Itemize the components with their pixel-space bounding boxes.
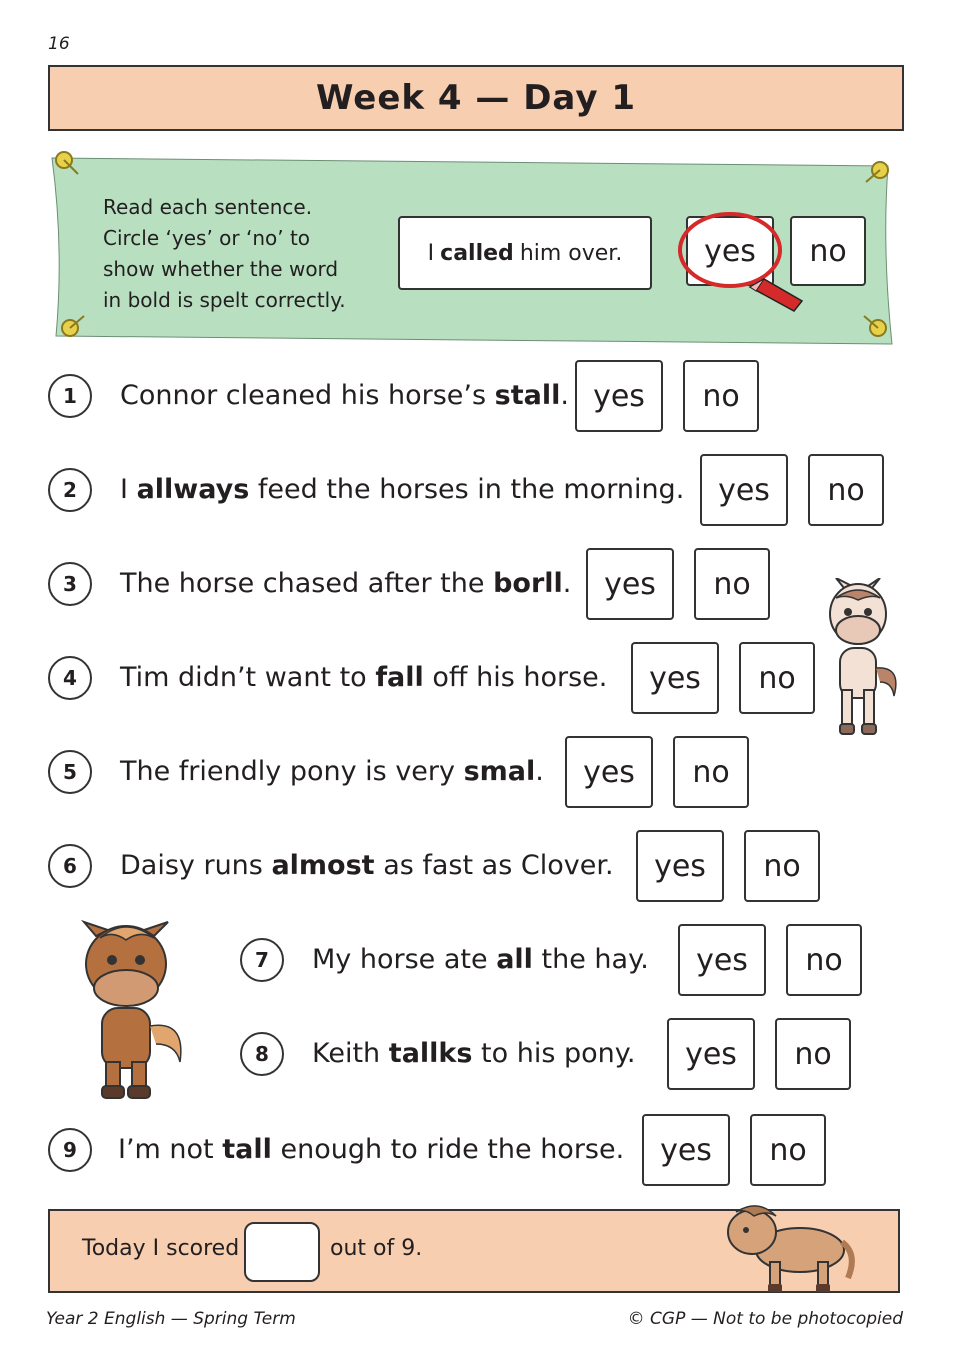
question-number: 5 bbox=[48, 750, 92, 794]
question-number: 1 bbox=[48, 374, 92, 418]
page-title: Week 4 — Day 1 bbox=[316, 78, 636, 118]
question-number: 6 bbox=[48, 844, 92, 888]
score-input-box[interactable] bbox=[244, 1222, 320, 1282]
footer-copyright: © CGP — Not to be photocopied bbox=[627, 1309, 903, 1329]
question-number: 3 bbox=[48, 562, 92, 606]
red-circle-mark bbox=[672, 205, 812, 315]
question-number: 8 bbox=[240, 1032, 284, 1076]
example-yes-box: yes bbox=[686, 216, 774, 286]
question-sentence: The friendly pony is very smal. bbox=[120, 756, 544, 787]
question-number: 4 bbox=[48, 656, 92, 700]
bold-word: smal bbox=[463, 756, 536, 787]
question-sentence: The horse chased after the borll. bbox=[120, 568, 572, 599]
bold-word: allways bbox=[136, 474, 250, 505]
bold-word: fall bbox=[375, 662, 424, 693]
bold-word: almost bbox=[271, 850, 375, 881]
bold-word: all bbox=[496, 944, 533, 975]
question-sentence: My horse ate all the hay. bbox=[312, 944, 649, 975]
question-sentence: I allways feed the horses in the morning. bbox=[120, 474, 685, 505]
page-number: 16 bbox=[48, 34, 70, 54]
no-option-box[interactable]: no bbox=[739, 642, 815, 714]
bold-word: tall bbox=[222, 1134, 272, 1165]
white-pony-illustration bbox=[822, 578, 904, 738]
no-option-box[interactable]: no bbox=[683, 360, 759, 432]
yes-option-box[interactable]: yes bbox=[700, 454, 788, 526]
title-banner bbox=[48, 65, 904, 131]
no-option-box[interactable]: no bbox=[808, 454, 884, 526]
yes-option-box[interactable]: yes bbox=[667, 1018, 755, 1090]
score-label-after: out of 9. bbox=[330, 1236, 423, 1261]
tan-pony-illustration bbox=[718, 1198, 858, 1294]
question-number: 7 bbox=[240, 938, 284, 982]
bold-word: tallks bbox=[388, 1038, 473, 1069]
bold-word: borll bbox=[493, 568, 563, 599]
question-number: 2 bbox=[48, 468, 92, 512]
bold-word: stall bbox=[494, 380, 561, 411]
yes-option-box[interactable]: yes bbox=[631, 642, 719, 714]
question-sentence: Daisy runs almost as fast as Clover. bbox=[120, 850, 614, 881]
question-sentence: Keith tallks to his pony. bbox=[312, 1038, 636, 1069]
question-sentence: Connor cleaned his horse’s stall. bbox=[120, 380, 569, 411]
no-option-box[interactable]: no bbox=[786, 924, 862, 996]
yes-option-box[interactable]: yes bbox=[575, 360, 663, 432]
red-crayon-icon bbox=[750, 279, 802, 311]
example-no-box: no bbox=[790, 216, 866, 286]
yes-option-box[interactable]: yes bbox=[565, 736, 653, 808]
yes-option-box[interactable]: yes bbox=[678, 924, 766, 996]
yes-option-box[interactable]: yes bbox=[586, 548, 674, 620]
question-sentence: Tim didn’t want to fall off his horse. bbox=[120, 662, 608, 693]
no-option-box[interactable]: no bbox=[694, 548, 770, 620]
question-sentence: I’m not tall enough to ride the horse. bbox=[118, 1134, 625, 1165]
no-option-box[interactable]: no bbox=[750, 1114, 826, 1186]
yes-option-box[interactable]: yes bbox=[642, 1114, 730, 1186]
example-sentence: I called him over. bbox=[398, 216, 652, 290]
score-label-before: Today I scored bbox=[82, 1236, 240, 1261]
example-bold-word: called bbox=[440, 240, 514, 266]
brown-pony-illustration bbox=[80, 916, 190, 1102]
no-option-box[interactable]: no bbox=[775, 1018, 851, 1090]
question-number: 9 bbox=[48, 1128, 92, 1172]
yes-option-box[interactable]: yes bbox=[636, 830, 724, 902]
instruction-text: Read each sentence. Circle ‘yes’ or ‘no’ to show whether the word in bold is spelt correctly. bbox=[103, 195, 346, 312]
footer-course: Year 2 English — Spring Term bbox=[46, 1309, 296, 1329]
no-option-box[interactable]: no bbox=[744, 830, 820, 902]
no-option-box[interactable]: no bbox=[673, 736, 749, 808]
